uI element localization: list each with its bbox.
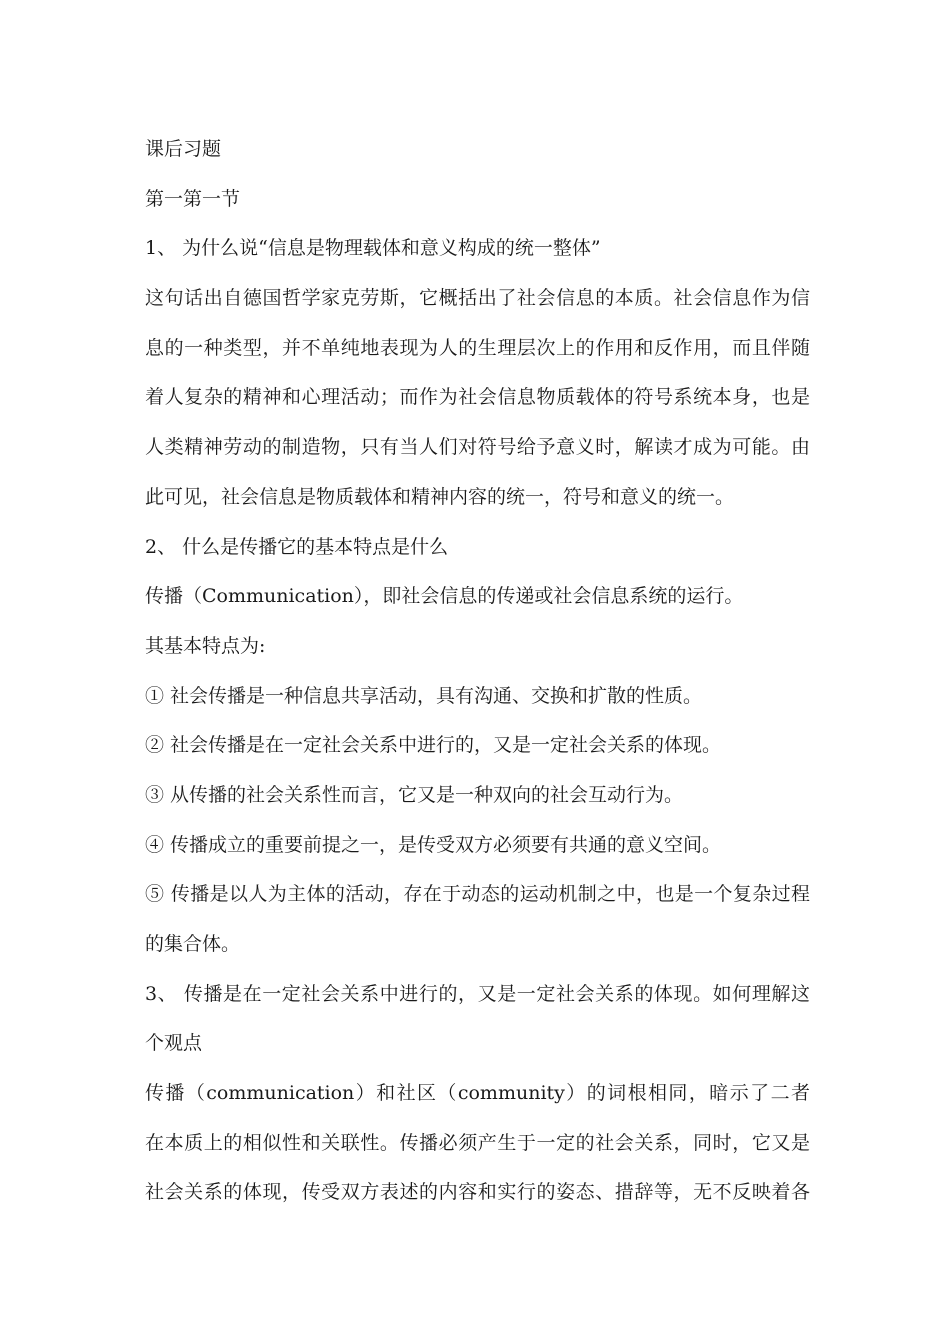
- answer-1-line: 这句话出自德国哲学家克劳斯，它概括出了社会信息的本质。社会信息作为信: [145, 287, 810, 310]
- question-3-continued: 个观点: [145, 1032, 203, 1055]
- answer-3-line: 社会关系的体现，传受双方表述的内容和实行的姿态、措辞等，无不反映着各: [145, 1181, 810, 1204]
- question-3: 3、 传播是在一定社会关系中进行的，又是一定社会关系的体现。如何理解这: [145, 982, 810, 1005]
- feature-item: ① 社会传播是一种信息共享活动，具有沟通、交换和扩散的性质。: [145, 684, 703, 707]
- feature-item-continued: 的集合体。: [145, 933, 241, 955]
- feature-item: ⑤ 传播是以人为主体的活动，存在于动态的运动机制之中，也是一个复杂过程: [145, 883, 810, 906]
- answer-1-line: 着人复杂的精神和心理活动；而作为社会信息物质载体的符号系统本身，也是: [145, 386, 810, 409]
- question-1: 1、 为什么说“信息是物理载体和意义构成的统一整体”: [145, 237, 601, 260]
- answer-1-line: 此可见，社会信息是物质载体和精神内容的统一，符号和意义的统一。: [145, 485, 735, 508]
- answer-3-line: 传播（communication）和社区（community）的词根相同，暗示了二者: [145, 1082, 810, 1105]
- document-title: 课后习题: [145, 138, 222, 160]
- section-heading: 第一第一节: [145, 187, 241, 210]
- answer-1-line: 息的一种类型，并不单纯地表现为人的生理层次上的作用和反作用，而且伴随: [145, 336, 810, 359]
- answer-3-line: 在本质上的相似性和关联性。传播必须产生于一定的社会关系，同时，它又是: [145, 1131, 810, 1154]
- answer-2-definition: 传播（Communication），即社会信息的传递或社会信息系统的运行。: [145, 585, 744, 608]
- question-2: 2、 什么是传播它的基本特点是什么: [145, 535, 449, 558]
- feature-item: ② 社会传播是在一定社会关系中进行的，又是一定社会关系的体现。: [145, 734, 722, 757]
- answer-1-line: 人类精神劳动的制造物，只有当人们对符号给予意义时，解读才成为可能。由: [145, 436, 810, 459]
- answer-2-features-heading: 其基本特点为:: [145, 634, 266, 657]
- document-body: [145, 125, 810, 1218]
- feature-item: ③ 从传播的社会关系性而言，它又是一种双向的社会互动行为。: [145, 783, 684, 806]
- feature-item: ④ 传播成立的重要前提之一，是传受双方必须要有共通的意义空间。: [145, 833, 722, 856]
